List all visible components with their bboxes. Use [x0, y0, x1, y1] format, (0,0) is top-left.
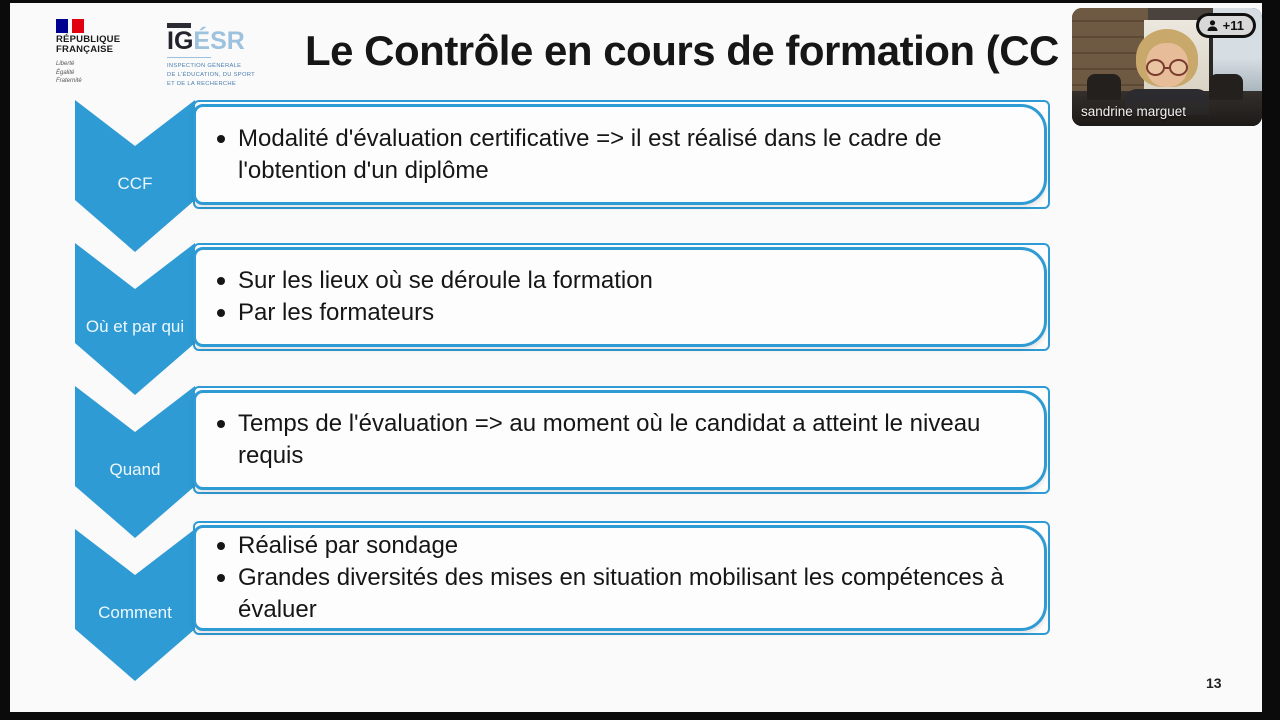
rf-logo-line2: FRANÇAISE: [56, 44, 114, 56]
chevron-comment: [75, 529, 195, 681]
person-glasses: [1146, 59, 1188, 76]
rf-logo-line1: RÉPUBLIQUE: [56, 34, 121, 45]
igesr-esr: ÉSR: [193, 27, 245, 55]
chevron-quand: [75, 386, 195, 538]
rf-motto-liberte: Liberté: [56, 60, 75, 67]
participant-name-band: [1072, 96, 1262, 126]
content-box-ccf: [193, 100, 1050, 209]
igesr-ig: IG: [167, 27, 194, 55]
participant-name: sandrine marguet: [1081, 103, 1187, 119]
french-flag-icon: [56, 19, 146, 33]
igesr-logo: [167, 23, 255, 89]
content-box-quand: [193, 386, 1050, 494]
content-box-comment: [193, 521, 1050, 635]
slide-page-number: 13: [1206, 675, 1222, 691]
content-box-ou-et-par-qui: [193, 243, 1050, 351]
participants-count: +11: [1222, 18, 1244, 33]
bullet-item: Grandes diversités des mises en situation mobilisant les compétences à évaluer: [210, 562, 1026, 625]
igesr-subtitle-3: ET DE LA RECHERCHE: [167, 80, 237, 87]
chevron-ou-et-par-qui: [75, 243, 195, 395]
chevron-label: CCF: [117, 173, 153, 193]
chevron-label: Comment: [98, 602, 172, 622]
rf-motto-fraternite: Fraternité: [56, 78, 82, 85]
slide-title: Le Contrôle en cours de formation (CC: [305, 27, 1059, 74]
chevron-label: Où et par qui: [85, 316, 185, 336]
participants-icon: [1206, 19, 1219, 32]
bullet-item: Par les formateurs: [210, 297, 653, 329]
igesr-rule: [167, 57, 211, 58]
bullet-item: Modalité d'évaluation certificative => il est réalisé dans le cadre de l'obtention d'un diplôme: [210, 123, 1026, 186]
bullet-item: Réalisé par sondage: [210, 530, 1026, 562]
igesr-subtitle-1: INSPECTION GÉNÉRALE: [167, 63, 242, 69]
participants-count-badge[interactable]: [1196, 13, 1256, 38]
chevron-ccf: [75, 100, 195, 252]
chevron-label: Quand: [109, 459, 161, 479]
webcam-video-tile[interactable]: [1072, 8, 1262, 126]
bullet-item: Sur les lieux où se déroule la formation: [210, 265, 653, 297]
bullet-item: Temps de l'évaluation => au moment où le candidat a atteint le niveau requis: [210, 408, 1026, 471]
republique-francaise-logo: [56, 19, 146, 86]
igesr-subtitle-2: DE L'ÉDUCATION, DU SPORT: [167, 71, 255, 78]
rf-motto-egalite: Égalité: [56, 69, 75, 76]
